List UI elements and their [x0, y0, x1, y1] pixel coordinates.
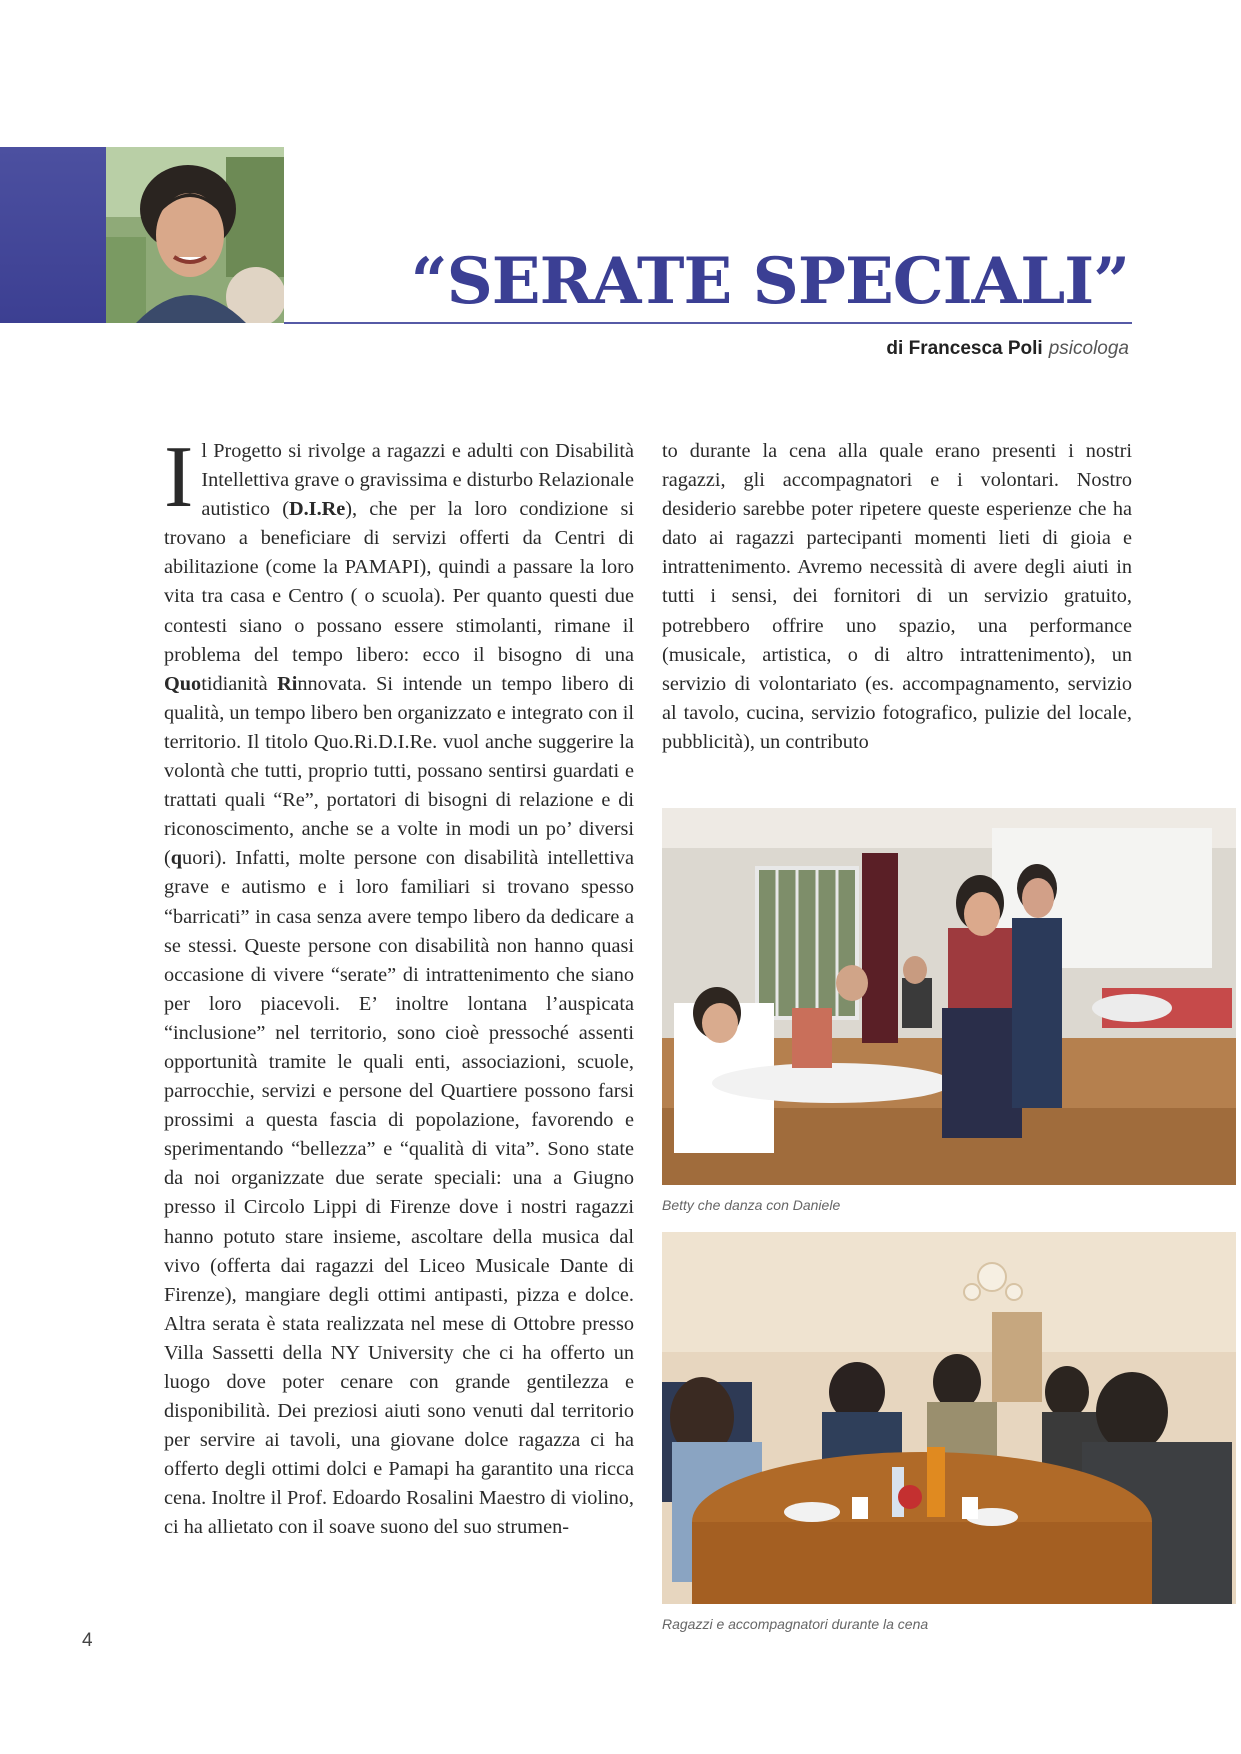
bold-run: Ri: [277, 672, 298, 695]
text-run: uori). Infatti, molte persone con disabilità intellettiva grave e autismo e i loro familiari si trovano spesso “barricati” in casa senza avere tempo libero da dedicare a se stessi. Queste persone con disabilità non hanno quasi occasione di vivere “serate” di intrattenimento che siano per loro piacevoli. E’ inoltre lontana l’auspicata “inclusione” nel territorio, sono cioè pressoché assenti opportunità tramite le quali enti, associazioni, scuole, parrocchie, servizi e persone del Quartiere possono farsi prossimi a questa fascia di popolazione, favorendo e sperimentando “bellezza” e “qualità di vita”. Sono state da noi organizzate due serate speciali: una a Giugno presso il Circolo Lippi di Firenze dove i nostri ragazzi hanno potuto stare insieme, ascoltare della musica dal vivo (offerta dai ragazzi del Liceo Musicale Dante di Firenze), mangiare degli ottimi antipasti, pizza e dolce. Altra serata è stata realizzata nel mese di Ottobre presso Villa Sassetti della NY University che ci ha offerto un luogo dove poter cenare con grande gentilezza e disponibilità. Dei preziosi aiuti sono venuti dal territorio per servire ai tavoli, una giovane dolce ragazza ci ha offerto degli ottimi dolci e Pamapi ha garantito una ricca cena. Inoltre il Prof. Edoardo Rosalini Maestro di violino, ci ha allietato con il soave suono del suo strumen-: [164, 847, 634, 1539]
author-portrait: [106, 147, 284, 323]
article-column-left: [164, 429, 634, 1543]
article-paragraph-continued: to durante la cena alla quale erano presenti i nostri ragazzi, gli accompagnatori e i volontari. Nostro desiderio sarebbe poter ripetere queste esperienze che ha dato ai ragazzi partecipanti momenti lieti di gioia e intrattenimento. Avremo necessità di avere degli aiuti in tutti i sensi, dei fornitori di un servizio gratuito, potrebbero offrire uno spazio, una performance (musicale, artistica, o di altro intrattenimento), un servizio di volontariato (es. accompagnamento, servizio al tavolo, cucina, servizio fotografico, pulizie del locale, pubblicità), un contributo: [662, 440, 1132, 753]
text-run: l Progetto si rivolge a ragazzi e adulti con Disabilità Intellettiva grave o gravissima e disturbo Relazionale autistico (: [201, 440, 634, 521]
author-role: psicologa: [1048, 338, 1129, 359]
photo-caption: Ragazzi e accompagnatori durante la cena: [662, 1616, 929, 1632]
header-color-band: [0, 147, 106, 323]
bold-run: Quo: [164, 672, 202, 695]
byline: [886, 338, 1129, 360]
bold-run: D.I.Re: [288, 498, 346, 521]
article-column-right: [662, 437, 1132, 757]
article-title: “SERATE SPECIALI”: [410, 244, 1129, 319]
drop-cap: I: [164, 429, 194, 526]
text-run: tidianità: [201, 672, 278, 695]
photo-dance: [662, 808, 1236, 1185]
title-underline: [284, 322, 1132, 324]
article-paragraph: [164, 429, 634, 1543]
author-name: di Francesca Poli: [886, 338, 1043, 359]
photo-caption: Betty che danza con Daniele: [662, 1197, 841, 1213]
bold-run: q: [170, 847, 183, 870]
photo-dinner: [662, 1232, 1236, 1604]
page-number: 4: [82, 1630, 93, 1651]
text-run: ), che per la loro condizione si trovano a beneficiare di servizi offerti da Centri di abilitazione (come la PAMAPI), quindi a passare la loro vita tra casa e Centro ( o scuola). Per quanto questi due contesti siano o possano essere stimolanti, rimane il problema del tempo libero: ecco il bisogno di una: [164, 498, 634, 666]
text-run: nnovata. Si intende un tempo libero di qualità, un tempo libero ben organizzato e integrato con il territorio. Il titolo Quo.Ri.D.I.Re. vuol anche suggerire la volontà che tutti, proprio tutti, possano sentirsi guardati e trattati quali “Re”, portatori di bisogni di relazione e di riconoscimento, anche se a volte in modi un po’ diversi (: [164, 672, 634, 870]
